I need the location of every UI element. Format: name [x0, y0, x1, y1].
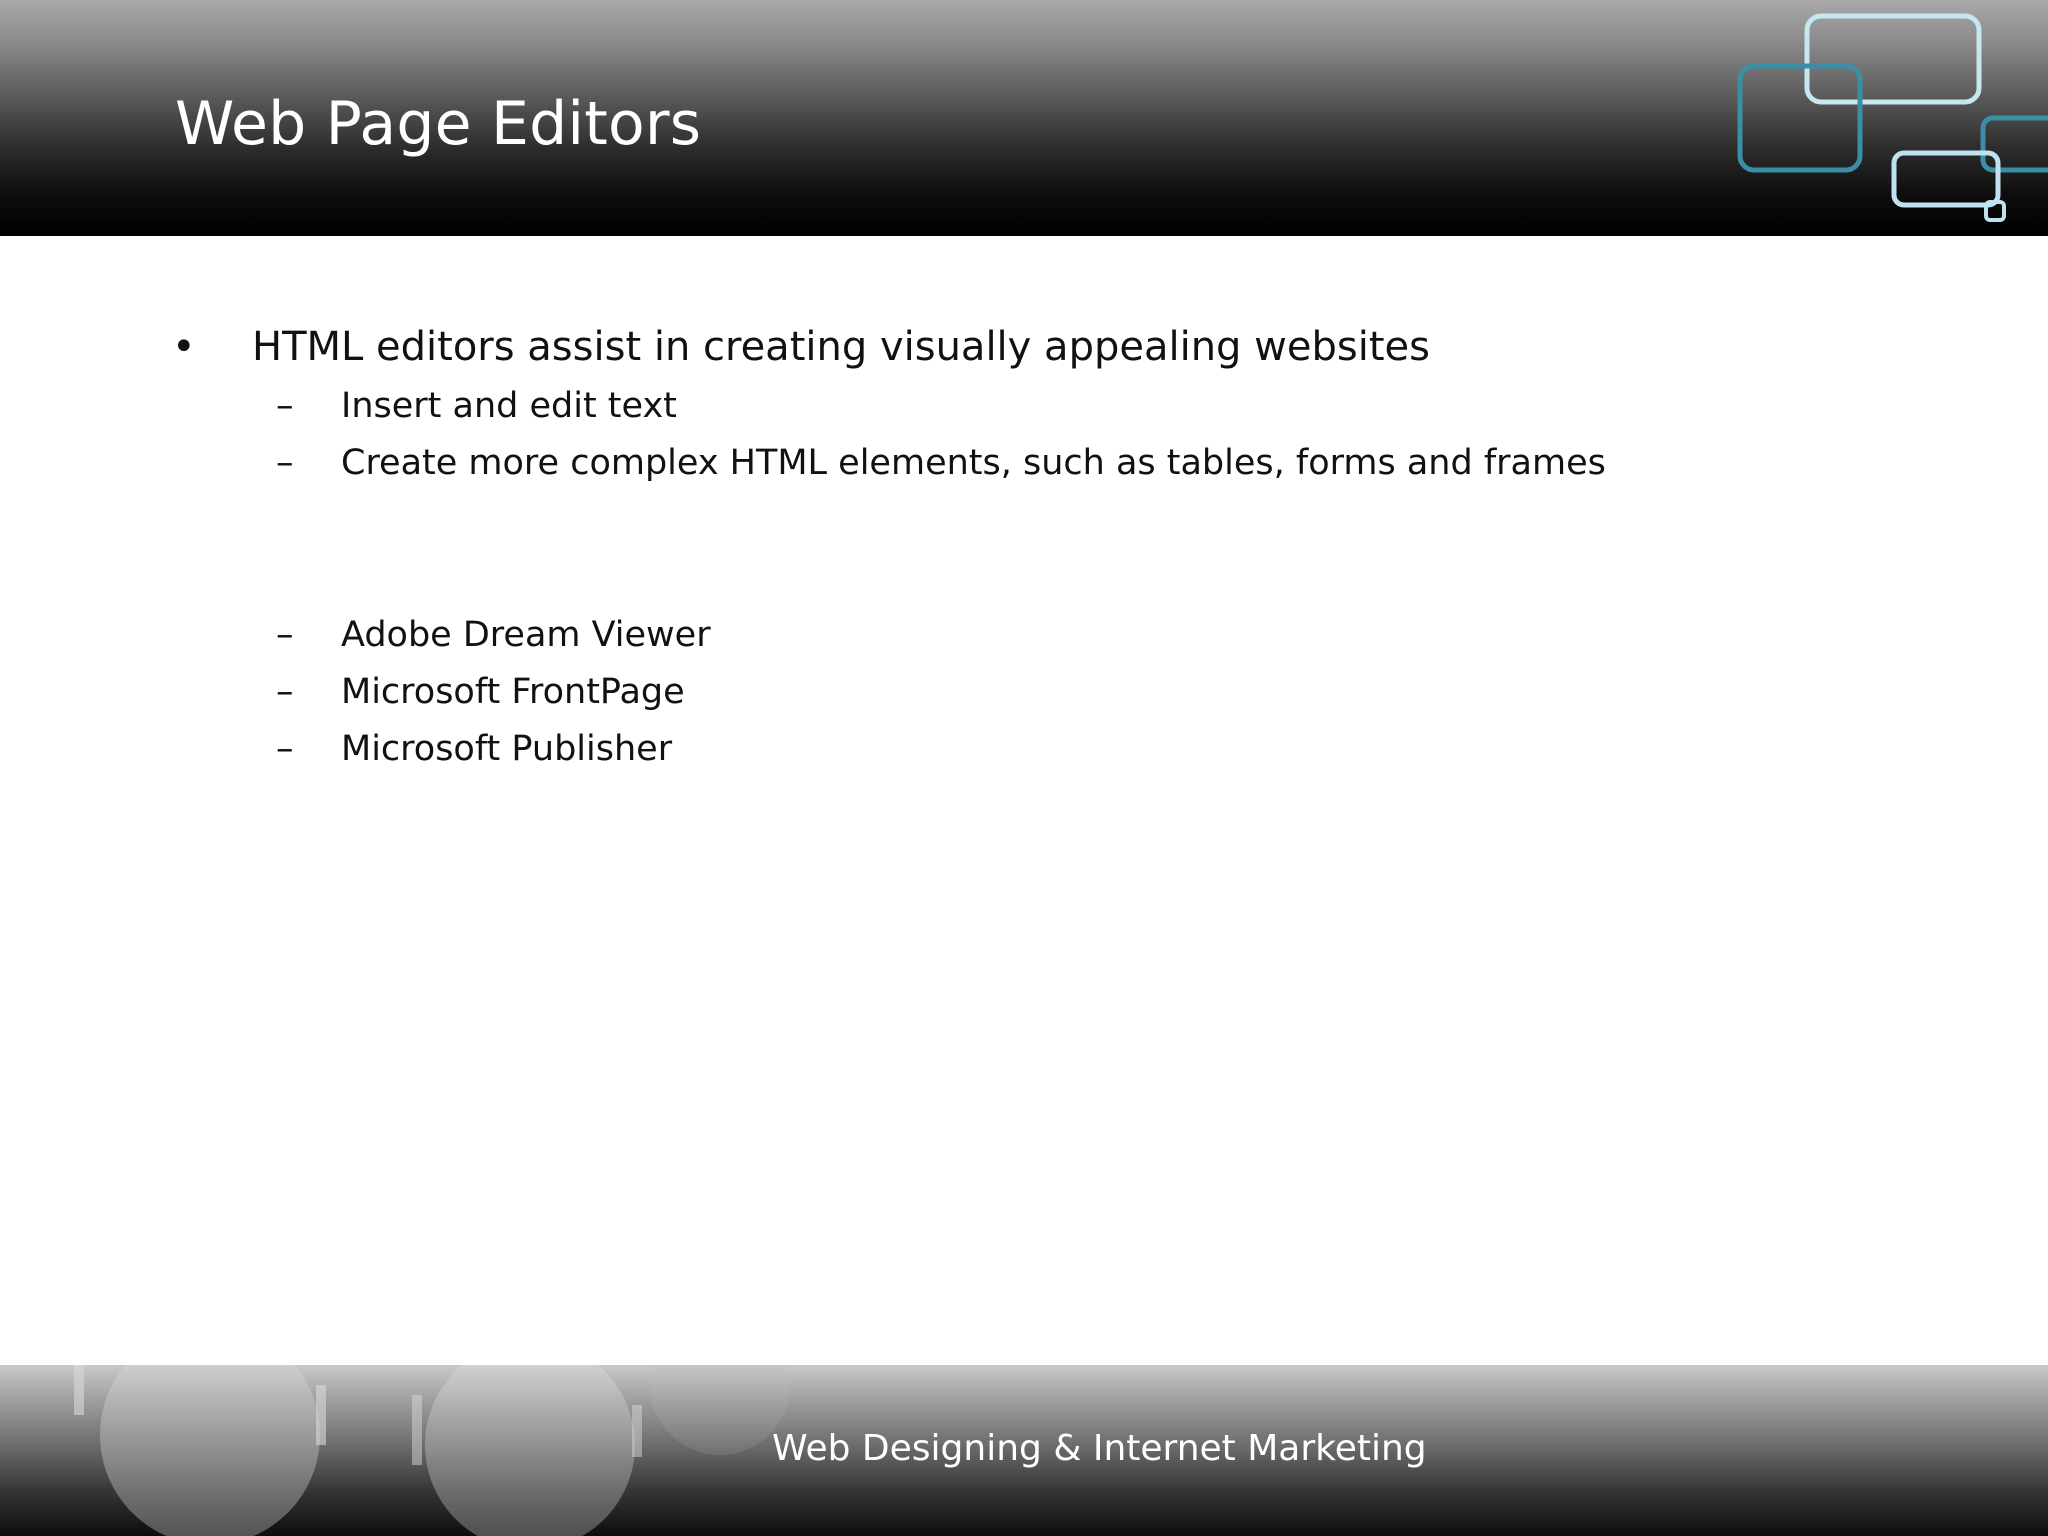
sub-bullet-marker: – — [276, 615, 294, 655]
sub-bullet-text: Microsoft Publisher — [341, 729, 673, 769]
slide-footer — [0, 1365, 2048, 1536]
footer-decoration-icon — [0, 1365, 820, 1536]
slide-body — [0, 236, 2048, 1366]
footer-drip — [412, 1395, 422, 1465]
footer-circle — [650, 1365, 790, 1455]
sub-bullet-marker: – — [276, 729, 294, 769]
decorative-rectangles-icon — [1708, 0, 2048, 236]
deco-rect-left — [1740, 66, 1860, 170]
footer-circle — [425, 1365, 635, 1536]
footer-drip — [316, 1385, 326, 1445]
footer-circle — [100, 1365, 320, 1536]
deco-rect-right — [1983, 118, 2048, 170]
sub-bullet-text: Create more complex HTML elements, such as tables, forms and frames — [341, 443, 1606, 483]
sub-bullet-text: Microsoft FrontPage — [341, 672, 685, 712]
deco-rect-top — [1807, 16, 1979, 102]
sub-bullet-text: Insert and edit text — [341, 386, 677, 426]
footer-drip — [632, 1405, 642, 1457]
bullet-text: HTML editors assist in creating visually appealing websites — [252, 324, 1430, 370]
sub-bullet-marker: – — [276, 386, 294, 426]
footer-drip — [74, 1365, 84, 1415]
bullet-marker: • — [172, 324, 196, 370]
footer-text: Web Designing & Internet Marketing — [772, 1428, 1427, 1469]
sub-bullet-marker: – — [276, 672, 294, 712]
sub-bullet-text: Adobe Dream Viewer — [341, 615, 711, 655]
slide-header — [0, 0, 2048, 236]
slide-title: Web Page Editors — [175, 89, 702, 159]
sub-bullet-marker: – — [276, 443, 294, 483]
